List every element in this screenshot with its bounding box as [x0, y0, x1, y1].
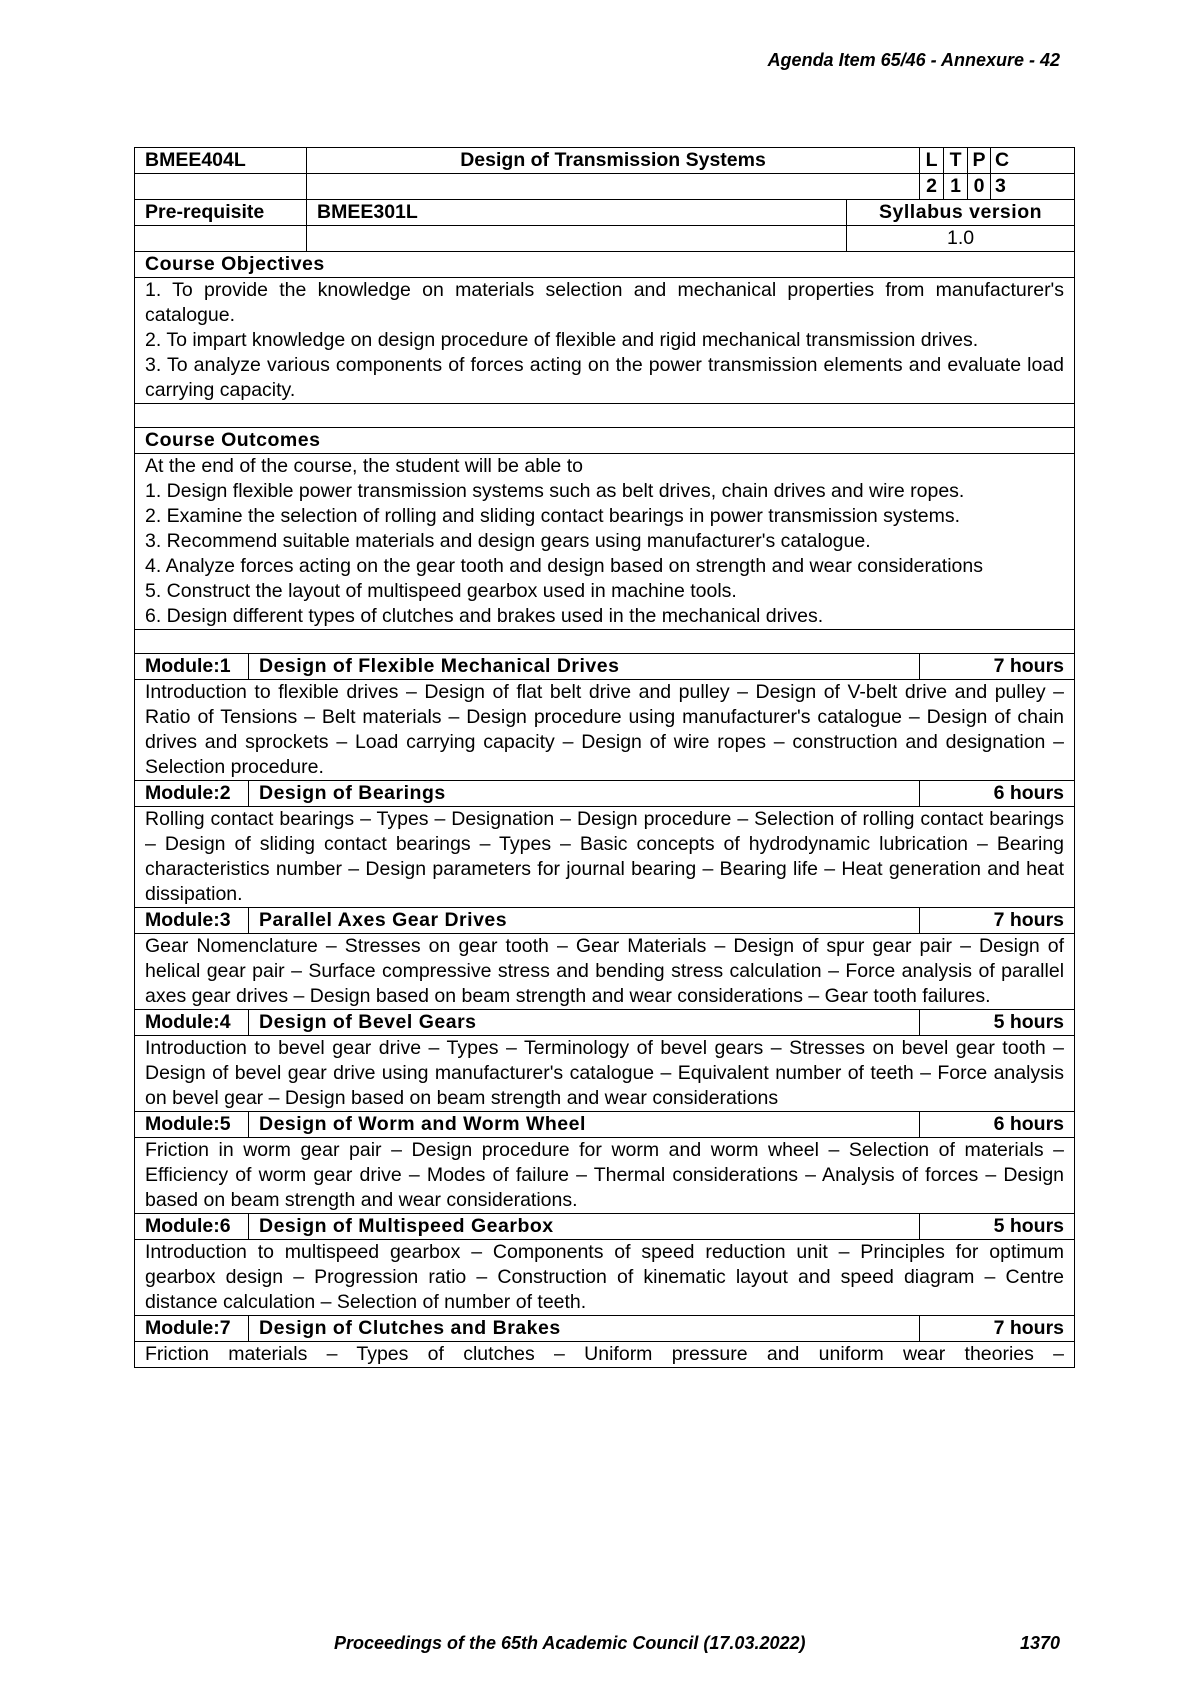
module-hours: 6 hours	[920, 1112, 1075, 1138]
module-label: Module:6	[135, 1214, 249, 1240]
module-header-row	[135, 908, 1075, 934]
ltpc-value: 1	[944, 174, 968, 200]
ltpc-label: T	[944, 148, 968, 174]
module-hours: 7 hours	[920, 908, 1075, 934]
module-content: Introduction to bevel gear drive – Types – Terminology of bevel gears – Stresses on bevel gear tooth – Design of bevel gear drive using manufacturer's catalogue – Equivalent number of teeth – Force analysis on bevel gear – Design based on beam strength and wear considerations	[135, 1036, 1075, 1112]
module-hours: 7 hours	[920, 1316, 1075, 1342]
module-header-row	[135, 1316, 1075, 1342]
objective-item: 1. To provide the knowledge on materials selection and mechanical properties from manufacturer's catalogue.	[145, 279, 1065, 326]
module-content: Introduction to multispeed gearbox – Components of speed reduction unit – Principles for optimum gearbox design – Progression ratio – Construction of kinematic layout and speed diagram – Centre distance calculation – Selection of number of teeth.	[135, 1240, 1075, 1316]
ltpc-value: 0	[968, 174, 991, 200]
module-header-row	[135, 654, 1075, 680]
ltpc-values-row	[135, 174, 1075, 200]
module-hours: 6 hours	[920, 781, 1075, 807]
outcomes-heading-row	[135, 428, 1075, 454]
module-content: Rolling contact bearings – Types – Designation – Design procedure – Selection of rolling contact bearings – Design of sliding contact bearings – Types – Basic concepts of hydrodynamic lubrication – Bearing characteristics number – Design parameters for journal bearing – Bearing life – Heat generation and heat dissipation.	[135, 807, 1075, 908]
outcomes-heading: Course Outcomes	[135, 428, 1075, 454]
module-title: Design of Multispeed Gearbox	[249, 1214, 920, 1240]
module-header-row	[135, 1010, 1075, 1036]
outcomes-intro: At the end of the course, the student will be able to	[145, 455, 583, 477]
outcome-item: 1. Design flexible power transmission systems such as belt drives, chain drives and wire ropes.	[145, 480, 965, 502]
module-content: Introduction to flexible drives – Design of flat belt drive and pulley – Design of V-belt drive and pulley – Ratio of Tensions – Belt materials – Design procedure using manufacturer's catalogue – Design of chain drives and sprockets – Load carrying capacity – Design of wire ropes – construction and designation – Selection procedure.	[135, 680, 1075, 781]
module-content-row	[135, 807, 1075, 908]
module-content-row	[135, 1138, 1075, 1214]
module-header-row	[135, 1112, 1075, 1138]
module-label: Module:3	[135, 908, 249, 934]
ltpc-value: 3	[991, 174, 1075, 200]
outcomes-body-row	[135, 454, 1075, 630]
syllabus-table	[134, 147, 1075, 1368]
ltpc-label: L	[920, 148, 944, 174]
module-title: Design of Bearings	[249, 781, 920, 807]
syllabus-version-label: Syllabus version	[847, 200, 1075, 226]
module-title: Design of Bevel Gears	[249, 1010, 920, 1036]
page-number: 1370	[1019, 1633, 1060, 1653]
agenda-header: Agenda Item 65/46 - Annexure - 42	[767, 50, 1060, 70]
module-content: Friction in worm gear pair – Design procedure for worm and worm wheel – Selection of materials – Efficiency of worm gear drive – Modes of failure – Thermal considerations – Analysis of forces – Design based on beam strength and wear considerations.	[135, 1138, 1075, 1214]
module-label: Module:7	[135, 1316, 249, 1342]
outcome-item: 3. Recommend suitable materials and design gears using manufacturer's catalogue.	[145, 530, 871, 552]
module-label: Module:5	[135, 1112, 249, 1138]
objectives-heading-row	[135, 252, 1075, 278]
module-header-row	[135, 781, 1075, 807]
module-content: Gear Nomenclature – Stresses on gear tooth – Gear Materials – Design of spur gear pair – Design of helical gear pair – Surface compressive stress and bending stress calculation – Force analysis of parallel axes gear drives – Design based on beam strength and wear considerations – Gear tooth failures.	[135, 934, 1075, 1010]
ltpc-value: 2	[920, 174, 944, 200]
module-label: Module:1	[135, 654, 249, 680]
ltpc-label: C	[991, 148, 1075, 174]
spacer-row	[135, 404, 1075, 428]
module-title: Design of Worm and Worm Wheel	[249, 1112, 920, 1138]
module-hours: 5 hours	[920, 1010, 1075, 1036]
objective-item: 2. To impart knowledge on design procedure of flexible and rigid mechanical transmission drives.	[145, 329, 979, 351]
objectives-heading: Course Objectives	[135, 252, 1075, 278]
module-header-row	[135, 1214, 1075, 1240]
proceedings-text: Proceedings of the 65th Academic Council (17.03.2022)	[334, 1633, 806, 1653]
module-title: Design of Clutches and Brakes	[249, 1316, 920, 1342]
module-label: Module:4	[135, 1010, 249, 1036]
objective-item: 3. To analyze various components of forces acting on the power transmission elements and evaluate load carrying capacity.	[145, 354, 1065, 401]
footer	[334, 1633, 1060, 1654]
prereq-row	[135, 200, 1075, 226]
module-label: Module:2	[135, 781, 249, 807]
objectives-body-row	[135, 278, 1075, 404]
module-hours: 7 hours	[920, 654, 1075, 680]
course-code: BMEE404L	[135, 148, 307, 174]
module-content-row	[135, 934, 1075, 1010]
outcome-item: 2. Examine the selection of rolling and sliding contact bearings in power transmission systems.	[145, 505, 961, 527]
course-title-row	[135, 148, 1075, 174]
module-content-row	[135, 1342, 1075, 1368]
ltpc-label: P	[968, 148, 991, 174]
module-content-row	[135, 1036, 1075, 1112]
module-content: Friction materials – Types of clutches – Uniform pressure and uniform wear theories –	[135, 1342, 1075, 1368]
prereq-value: BMEE301L	[307, 200, 847, 226]
syllabus-version-row	[135, 226, 1075, 252]
module-content-row	[135, 680, 1075, 781]
outcome-item: 6. Design different types of clutches and brakes used in the mechanical drives.	[145, 605, 824, 627]
outcome-item: 4. Analyze forces acting on the gear tooth and design based on strength and wear considerations	[145, 555, 983, 577]
course-title: Design of Transmission Systems	[307, 148, 920, 174]
module-hours: 5 hours	[920, 1214, 1075, 1240]
module-title: Parallel Axes Gear Drives	[249, 908, 920, 934]
syllabus-version-value: 1.0	[847, 226, 1075, 252]
prereq-label: Pre-requisite	[135, 200, 307, 226]
spacer-row	[135, 630, 1075, 654]
module-title: Design of Flexible Mechanical Drives	[249, 654, 920, 680]
module-content-row	[135, 1240, 1075, 1316]
outcome-item: 5. Construct the layout of multispeed gearbox used in machine tools.	[145, 580, 737, 602]
